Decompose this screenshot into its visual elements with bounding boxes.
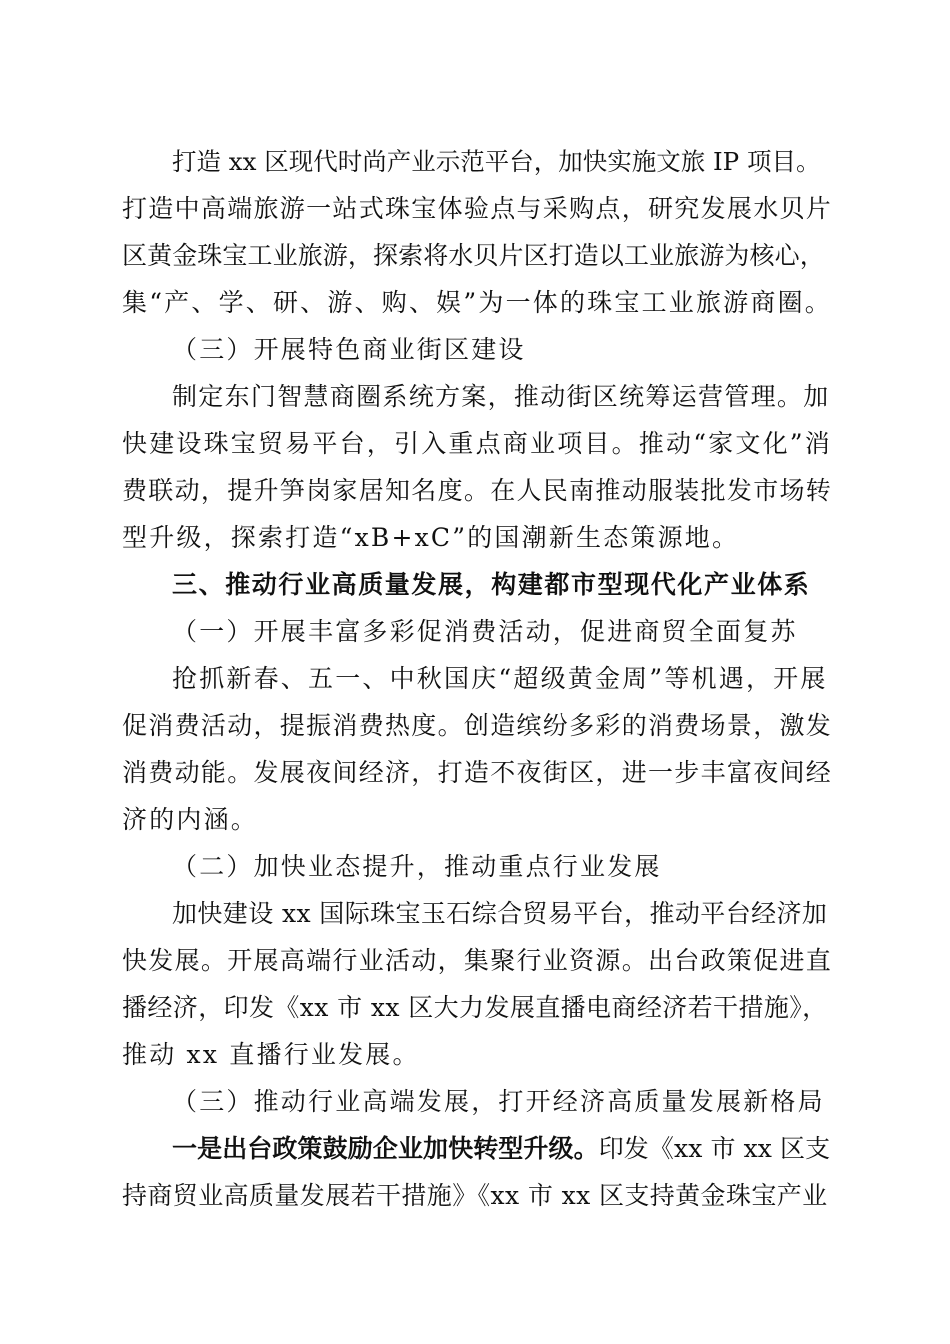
paragraph-line: 快建设珠宝贸易平台，引入重点商业项目。推动“家文化”消	[122, 429, 832, 458]
paragraph-line: 集“产、学、研、游、购、娱”为一体的珠宝工业旅游商圈。	[122, 288, 832, 317]
paragraph-line: 济的内涵。	[122, 805, 259, 834]
paragraph-text: 印发《xx 市 xx 区支	[598, 1134, 831, 1163]
section-heading: 三、推动行业高质量发展，构建都市型现代化产业体系	[172, 570, 811, 599]
paragraph-line: 消费动能。发展夜间经济，打造不夜街区，进一步丰富夜间经	[122, 758, 833, 787]
subsection-heading: （三）开展特色商业街区建设	[172, 335, 526, 364]
subsection-heading: （二）加快业态提升，推动重点行业发展	[172, 852, 662, 881]
lead-phrase: 一是出台政策鼓励企业加快转型升级。	[172, 1134, 599, 1163]
paragraph-line: 区黄金珠宝工业旅游，探索将水贝片区打造以工业旅游为核心，	[122, 241, 825, 270]
paragraph-line	[172, 1132, 832, 1166]
paragraph-line: 型升级，探索打造“xB+xC”的国潮新生态策源地。	[122, 523, 740, 552]
paragraph-line: 播经济，印发《xx 市 xx 区大力发展直播电商经济若干措施》，	[122, 993, 828, 1022]
subsection-heading: （三）推动行业高端发展，打开经济高质量发展新格局	[172, 1087, 825, 1116]
paragraph-line: 促消费活动，提振消费热度。创造缤纷多彩的消费场景，激发	[122, 711, 833, 740]
paragraph-line: 打造 xx 区现代时尚产业示范平台，加快实施文旅 IP 项目。	[172, 147, 821, 176]
paragraph-line: 加快建设 xx 国际珠宝玉石综合贸易平台，推动平台经济加	[172, 899, 828, 928]
paragraph-line: 制定东门智慧商圈系统方案，推动街区统筹运营管理。加	[172, 382, 830, 411]
paragraph-line: 打造中高端旅游一站式珠宝体验点与采购点，研究发展水贝片	[122, 194, 833, 223]
paragraph-line: 持商贸业高质量发展若干措施》《xx 市 xx 区支持黄金珠宝产业	[122, 1181, 828, 1210]
paragraph-line: 快发展。开展高端行业活动，集聚行业资源。出台政策促进直	[122, 946, 833, 975]
paragraph-line: 抢抓新春、五一、中秋国庆“超级黄金周”等机遇，开展	[172, 664, 828, 693]
subsection-heading: （一）开展丰富多彩促消费活动，促进商贸全面复苏	[172, 617, 798, 646]
paragraph-line: 费联动，提升笋岗家居知名度。在人民南推动服装批发市场转	[122, 476, 833, 505]
paragraph-line: 推动 xx 直播行业发展。	[122, 1040, 420, 1069]
